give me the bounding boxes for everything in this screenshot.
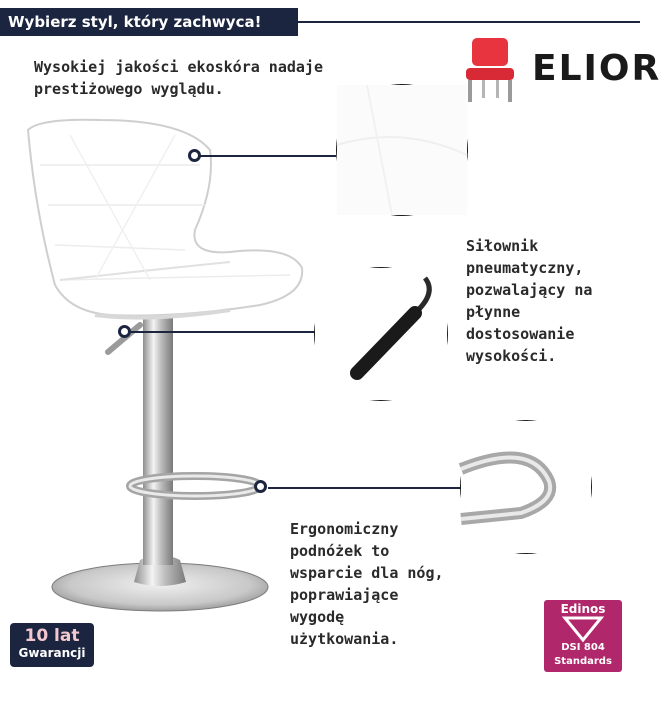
footrest-detail-image xyxy=(461,421,591,553)
hotspot-marker xyxy=(118,325,131,338)
header-divider xyxy=(298,21,640,23)
zoom-circle-leather xyxy=(336,84,468,216)
feature-text-leather xyxy=(34,56,323,100)
zoom-circle-footrest xyxy=(460,420,592,554)
feature-line: pneumatyczny, xyxy=(466,259,584,277)
feature-line: wsparcie dla nóg, xyxy=(290,564,444,582)
connector-line xyxy=(130,331,316,333)
edinos-name: Edinos xyxy=(560,602,606,616)
leather-detail-image xyxy=(337,85,467,215)
feature-line: Wysokiej jakości ekoskóra nadaje xyxy=(34,58,323,76)
brand-logo xyxy=(462,34,661,106)
feature-line: pozwalający na xyxy=(466,281,593,299)
connector-line xyxy=(268,487,462,489)
feature-text-footrest xyxy=(290,518,444,650)
connector-line xyxy=(196,155,336,157)
feature-line: użytkowania. xyxy=(290,630,399,648)
feature-line: wygodę xyxy=(290,608,345,626)
red-chair-icon xyxy=(462,34,522,106)
feature-line: dostosowanie xyxy=(466,325,575,343)
bar-stool-image xyxy=(0,90,330,710)
feature-line: prestiżowego wyglądu. xyxy=(34,80,224,98)
hotspot-marker xyxy=(188,149,201,162)
warranty-badge xyxy=(10,623,94,667)
edinos-code: DSI 804 xyxy=(561,642,605,653)
feature-line: wysokości. xyxy=(466,347,557,365)
feature-line: Ergonomiczny xyxy=(290,520,399,538)
zoom-circle-lever xyxy=(314,267,448,401)
warranty-years: 10 lat xyxy=(24,626,80,646)
edinos-badge xyxy=(544,600,622,672)
lever-detail-image xyxy=(315,268,447,400)
feature-line: podnóżek to xyxy=(290,542,390,560)
brand-name: ELIOR xyxy=(532,48,661,89)
feature-line: płynne xyxy=(466,303,521,321)
edinos-shield-icon xyxy=(563,616,603,642)
feature-line: Siłownik xyxy=(466,237,539,255)
edinos-label: Standards xyxy=(554,656,612,667)
feature-line: poprawiające xyxy=(290,586,399,604)
hotspot-marker xyxy=(254,480,267,493)
header-title: Wybierz styl, który zachwyca! xyxy=(8,13,262,31)
feature-text-gas-lift xyxy=(466,235,592,367)
warranty-label: Gwarancji xyxy=(18,646,86,660)
